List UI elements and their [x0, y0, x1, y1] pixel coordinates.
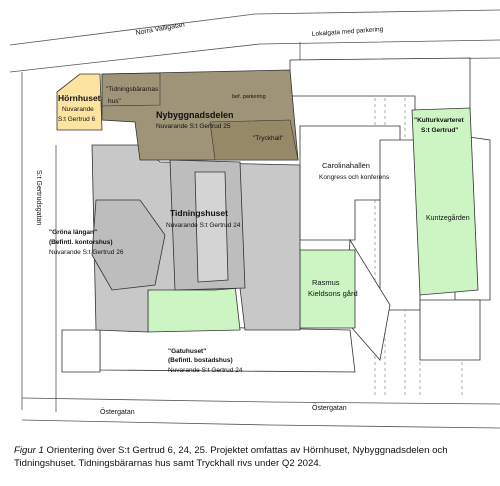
kuntzegarden-area	[412, 108, 478, 295]
label-lokalgata: Lokalgata med parkering	[311, 26, 384, 38]
figure-caption-text: Orientering över S:t Gertrud 6, 24, 25. Projektet omfattas av Hörnhuset, Nybyggnadsdelen och Tidningshuset. Tidningsbärarnas hus samt Tryckhall rivs under Q2 2024.	[14, 445, 448, 469]
label-tidningshuset: Tidningshuset	[170, 208, 228, 218]
label-gatuhuset-2: (Befintl. bostadshus)	[168, 357, 233, 364]
label-tidningsbararnas-1: "Tidningsbärarnas	[106, 86, 159, 93]
label-gertrudsgatan: S:t Gertrudsgatan	[35, 170, 42, 226]
figure-number: Figur 1	[14, 445, 44, 456]
label-hornhuset-line1: Nuvarande	[62, 106, 94, 113]
label-kuntzegarden: Kuntzegården	[426, 215, 470, 222]
ostergatan-edge-upper	[22, 398, 500, 404]
label-rasmus-1: Rasmus	[312, 278, 340, 287]
label-ostergatan-left: Östergatan	[100, 409, 135, 416]
label-tidningsbararnas-2: hus"	[108, 98, 121, 105]
label-tidningshuset-sub: Nuvarande S:t Gertrud 24	[166, 222, 241, 229]
ostergatan-edge-lower	[22, 420, 500, 428]
label-gatuhuset-3: Nuvarande S:t Gertrud 24	[168, 367, 243, 374]
label-gatuhuset-1: "Gatuhuset"	[168, 348, 207, 355]
lokalgata-edge	[300, 42, 500, 60]
block-far-east	[420, 300, 480, 360]
gatuhuset	[100, 325, 355, 372]
label-tryckhall: "Tryckhall"	[253, 135, 284, 142]
label-rasmus-2: Kieldsons gård	[308, 289, 358, 298]
block-west-corner	[62, 330, 100, 372]
label-grona-langan-1: "Gröna längan"	[49, 229, 98, 236]
label-grona-langan-2: (Befintl. kontorshus)	[49, 239, 113, 246]
tidningshuset-yard	[148, 285, 240, 332]
label-grona-langan-3: Nuvarande S:t Gertrud 26	[49, 249, 124, 256]
label-hornhuset: Hörnhuset	[58, 93, 101, 103]
label-ostergatan-right: Östergatan	[312, 405, 347, 412]
label-norra-valligatan: Norra Valligatan	[135, 21, 186, 37]
norra-valligatan-edge-upper	[10, 10, 500, 45]
label-nybyggnadsdelen-sub: Nuvarande S:t Gertrud 25	[156, 123, 231, 130]
label-kulturkvarteret-2: S:t Gertrud"	[421, 127, 459, 134]
label-carolinahallen-2: Kongress och konferens	[319, 174, 390, 181]
label-nybyggnadsdelen: Nybyggnadsdelen	[156, 110, 234, 120]
label-bef-parkering: bef. parkering	[232, 94, 266, 100]
label-carolinahallen-1: Carolinahallen	[322, 161, 370, 170]
figure-caption	[14, 444, 494, 470]
label-hornhuset-line2: S:t Gertrud 6	[58, 116, 96, 123]
label-kulturkvarteret-1: "Kulturkvarteret	[414, 117, 464, 124]
